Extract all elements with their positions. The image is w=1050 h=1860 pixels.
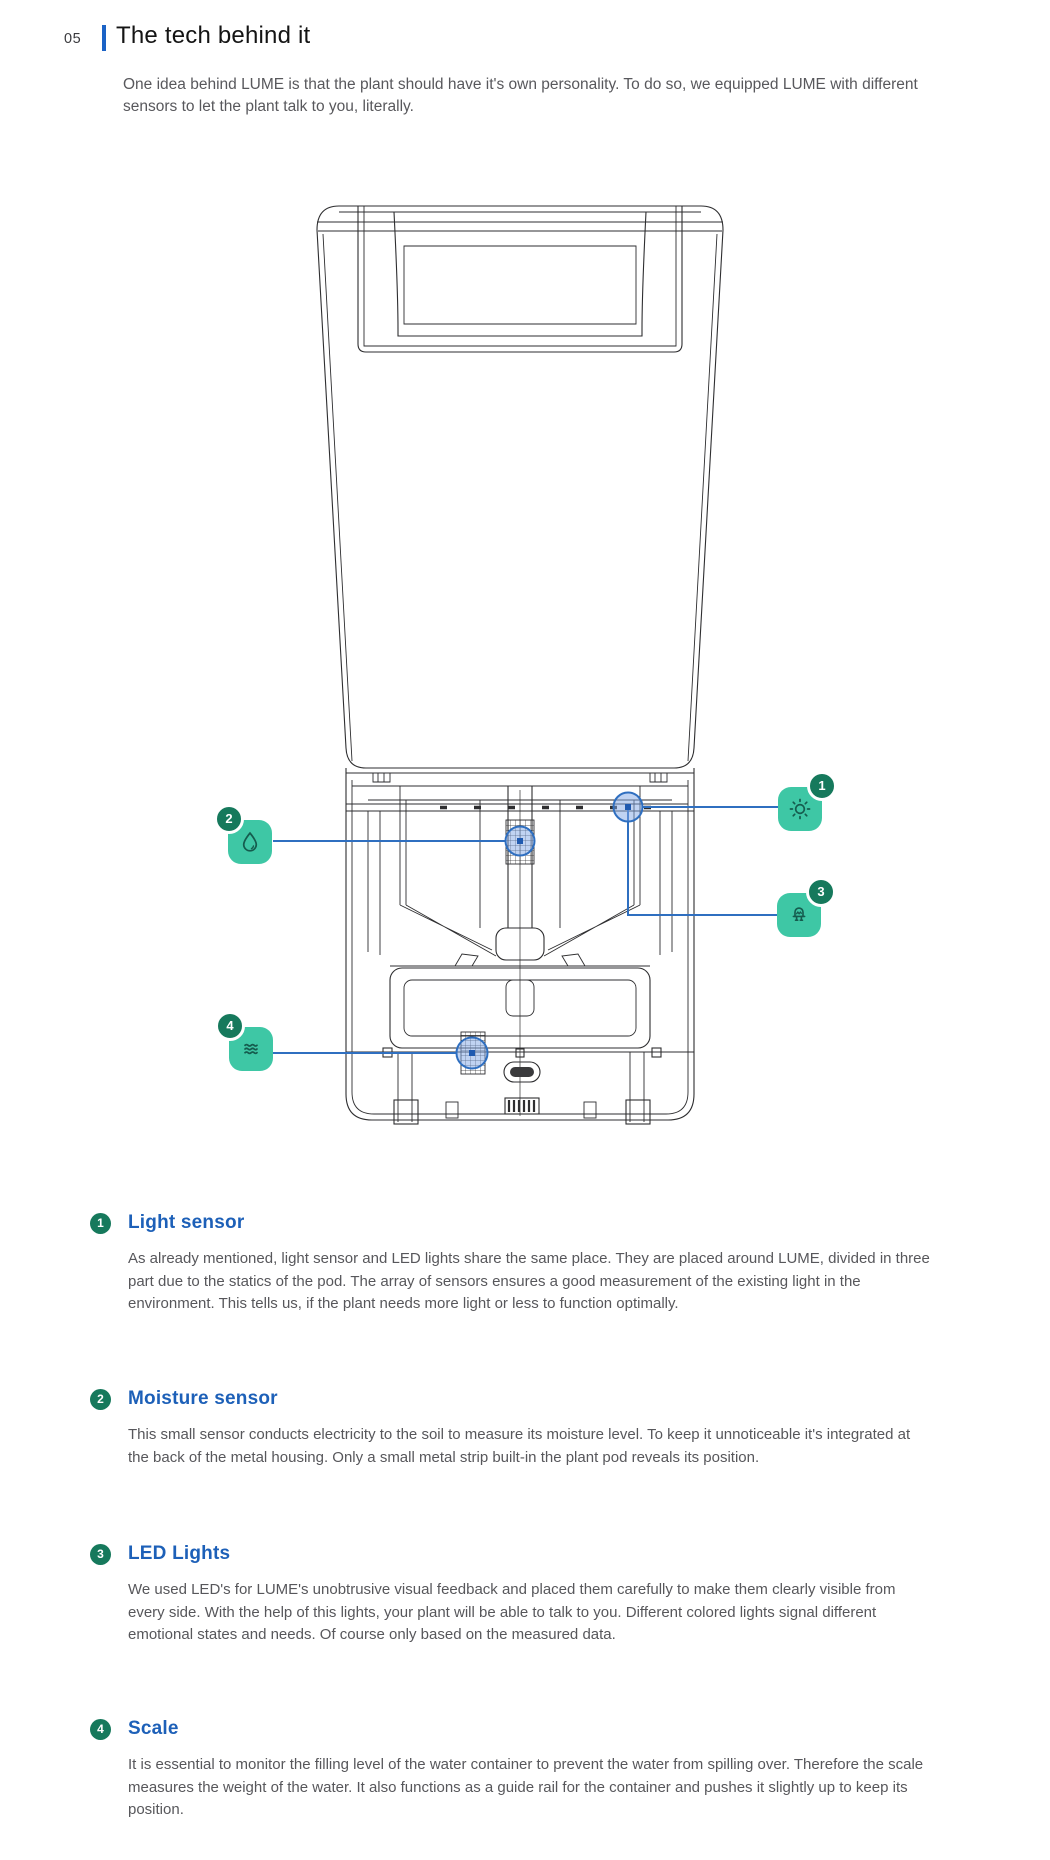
section-4-number-badge: 4 (90, 1719, 111, 1740)
water-drop-icon (237, 829, 263, 855)
page-number: 05 (64, 31, 82, 47)
section-3-body: We used LED's for LUME's unobtrusive visual feedback and placed them carefully to make them clearly visible from every side. With the help of this lights, your plant will be able to talk to you. Different colored lights signal different emotional states and needs. Of course only based on the measured data. (128, 1581, 896, 1643)
page-title: The tech behind it (116, 22, 311, 49)
section-scale (90, 1718, 950, 1822)
section-4-title: Scale (128, 1718, 179, 1739)
led-icon (786, 902, 812, 928)
diagram-callout-moisture-sensor (225, 811, 272, 864)
sun-icon (787, 796, 813, 822)
waves-icon (238, 1036, 264, 1062)
intro-paragraph: One idea behind LUME is that the plant should have it's own personality. To do so, we equipped LUME with different sensors to let the plant talk to you, literally. (123, 76, 918, 115)
callout-1-number-badge: 1 (807, 771, 837, 801)
diagram-callout-light-sensor (778, 778, 826, 831)
diagram-callout-scale (226, 1018, 273, 1071)
section-led-lights (90, 1543, 950, 1647)
callout-2-number-badge: 2 (214, 804, 244, 834)
section-3-number-badge: 3 (90, 1544, 111, 1565)
section-2-number-badge: 2 (90, 1389, 111, 1410)
section-4-body: It is essential to monitor the filling level of the water container to prevent the water from spilling over. Therefore the scale measures the weight of the water. It also functions as a guide rail for the container and pushes it slightly up to keep its position. (128, 1756, 924, 1818)
section-3-title: LED Lights (128, 1543, 231, 1564)
section-1-body: As already mentioned, light sensor and LED lights share the same place. They are placed around LUME, divided in three part due to the statics of the pod. The array of sensors ensures a good measurement of the existing light in the environment. This tells us, if the plant needs more light or less to function optimally. (128, 1250, 930, 1312)
sensor-highlights (457, 793, 643, 1069)
callout-4-number-badge: 4 (215, 1011, 245, 1041)
section-1-number-badge: 1 (90, 1213, 111, 1234)
section-1-title: Light sensor (128, 1212, 245, 1233)
section-moisture-sensor (90, 1388, 950, 1469)
section-light-sensor (90, 1212, 950, 1316)
callout-3-number-badge: 3 (806, 877, 836, 907)
diagram-callout-led-lights (777, 884, 825, 937)
section-2-title: Moisture sensor (128, 1388, 278, 1409)
pot-outline (317, 206, 723, 768)
section-2-body: This small sensor conducts electricity to the soil to measure its moisture level. To keep it unnoticeable it's integrated at the back of the metal housing. Only a small metal strip built-in the plant pod reveals its position. (128, 1426, 911, 1466)
